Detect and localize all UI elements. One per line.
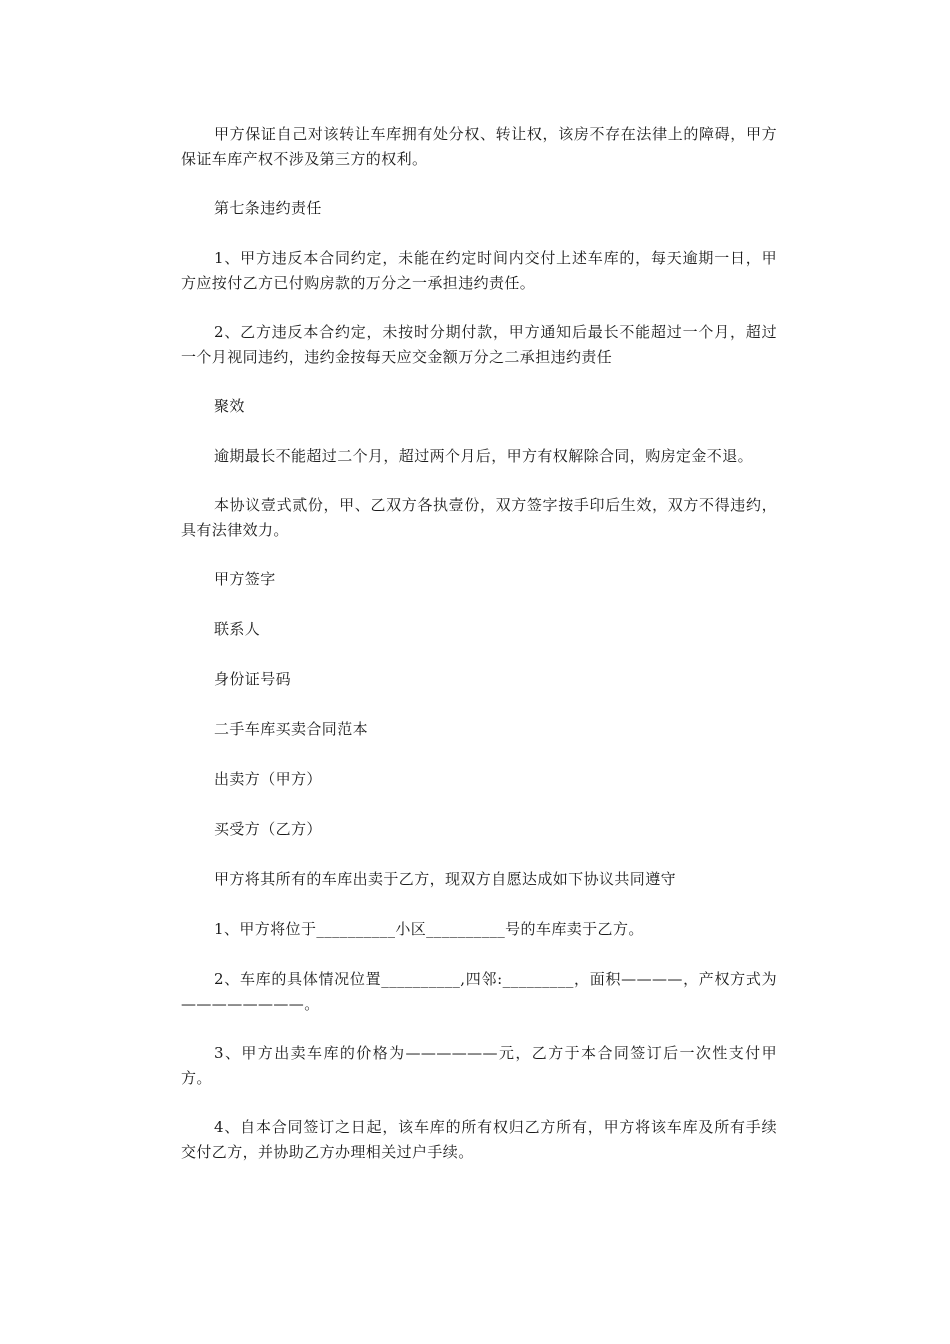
paragraph-item-3-price: 3、甲方出卖车库的价格为——————元，乙方于本合同签订后一次性支付甲方。 bbox=[181, 1044, 777, 1087]
label-buyer: 买受方（乙方） bbox=[214, 820, 322, 838]
paragraph-overdue: 逾期最长不能超过二个月，超过两个月后，甲方有权解除合同，购房定金不退。 bbox=[214, 447, 754, 465]
label-seller: 出卖方（甲方） bbox=[214, 770, 322, 788]
paragraph-item-2-details: 2、车库的具体情况位置__________,四邻:_________，面积————，产权方式为————————。 bbox=[181, 970, 777, 1013]
paragraph-note: 聚效 bbox=[214, 397, 245, 415]
document-subtitle: 二手车库买卖合同范本 bbox=[214, 720, 369, 738]
paragraph-item-1-location: 1、甲方将位于__________小区__________号的车库卖于乙方。 bbox=[214, 920, 644, 938]
paragraph-copies: 本协议壹式贰份，甲、乙双方各执壹份，双方签字按手印后生效，双方不得违约，具有法律效力。 bbox=[181, 496, 777, 539]
paragraph-clause-2-breach: 2、乙方违反本合约定，未按时分期付款，甲方通知后最长不能超过一个月，超过一个月视同违约，违约金按每天应交金额万分之二承担违约责任 bbox=[181, 323, 777, 366]
label-id-number: 身份证号码 bbox=[214, 670, 292, 688]
document-page bbox=[181, 122, 777, 1189]
label-contact: 联系人 bbox=[214, 620, 261, 638]
paragraph-agreement-intro: 甲方将其所有的车库出卖于乙方，现双方自愿达成如下协议共同遵守 bbox=[214, 870, 677, 888]
paragraph-seller-guarantee: 甲方保证自己对该转让车库拥有处分权、转让权，该房不存在法律上的障碍，甲方保证车库产权不涉及第三方的权利。 bbox=[181, 125, 777, 168]
label-party-a-signature: 甲方签字 bbox=[214, 570, 276, 588]
section-heading-breach: 第七条违约责任 bbox=[214, 199, 322, 217]
paragraph-clause-1-breach: 1、甲方违反本合同约定，未能在约定时间内交付上述车库的，每天逾期一日，甲方应按付乙方已付购房款的万分之一承担违约责任。 bbox=[181, 249, 777, 292]
paragraph-item-4-ownership: 4、自本合同签订之日起，该车库的所有权归乙方所有，甲方将该车库及所有手续交付乙方，并协助乙方办理相关过户手续。 bbox=[181, 1118, 777, 1161]
